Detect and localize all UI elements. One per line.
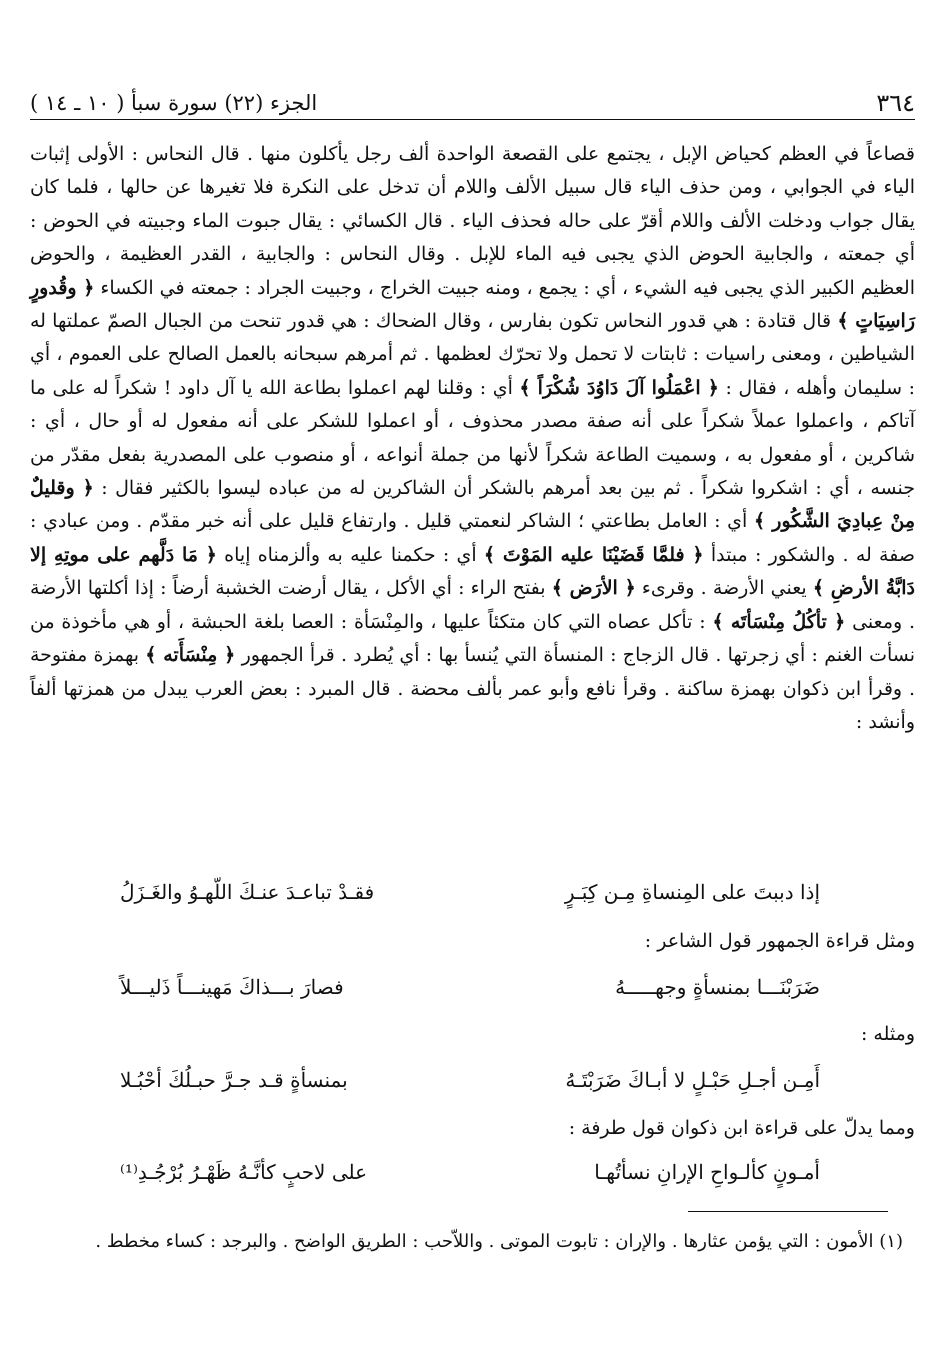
verse-intro: ومثله : [860,1023,915,1045]
quran-quote: ﴿ وقليلٌ مِنْ عِبادِيَ الشَّكُور ﴾ [30,477,916,533]
text-run: : تأكل عصاه التي كان متكئاً عليها ، والمِنْسَأة : العصا بلغة الحبشة ، أو هي مأخوذة من نسأت الغنم : أي زجرتها . قال الزجاج : المنسأة التي يُنسأ بها : أي يُطرد . قرأ الجمهور [30,610,915,667]
quran-quote: ﴿ تأكُلُ مِنْسَأتَه ﴾ [712,610,846,633]
verse-hemistich-first: أمـونٍ كألـواحِ الإرانِ نسأتُهـا [594,1160,820,1184]
verse-hemistich-second: بمنسأةٍ قـد جـرَّ حبـلُكَ أحْبُـلا [120,1068,348,1092]
text-run: قال قتادة : هي قدور النحاس تكون بفارس ، وقال الضحاك : هي قدور تنحت من الجبال الصمّ عملتها له الشياطين ، ومعنى راسيات : ثابتات لا تحمل ولا تحرّك لعظمها . ثم أمرهم سبحانه بالعمل الصالح على العموم ، أي : سليمان وأهله ، فقال : [30,310,916,399]
text-run: يعني الأرضة . وقرىء [635,577,813,600]
main-paragraph [30,138,915,739]
verse-intro: ومما يدلّ على قراءة ابن ذكوان قول طرفة : [568,1117,915,1139]
verse-hemistich-second: فصارَ بـــذاكَ مَهينـــاً ذَليـــلاً [120,975,344,999]
text-run: أي : وقلنا لهم اعملوا بطاعة الله يا آل داود ! شكراً له على ما آتاكم ، واعملوا عملاً شكراً على أنه صفة مصدر محذوف ، أو اعملوا للشكر على أنه مفعول له أو حال ، أي : شاكرين ، أو مفعول به ، وسميت الطاعة شكراً لأنها من جملة أنواعه ، أو منصوب على المصدرية بفعل مقدّر من جنسه ، أي : اشكروا شكراً . ثم بين بعد أمرهم بالشكر أن الشاكرين له من عباده ليسوا بالكثير فقال : [30,376,915,500]
footnote: (١) الأمون : التي يؤمن عثارها . والإران : تابوت الموتى . واللاّحب : الطريق الواضح . والبرجد : كساء مخطط . [95,1231,903,1252]
quran-quote: ﴿ مِنْسَأَته ﴾ [145,644,236,667]
text-run: بهمزة مفتوحة . وقرأ ابن ذكوان بهمزة ساكنة . وقرأ نافع وأبو عمر بألف محضة . قال المبرد : بعض العرب يبدل من همزتها ألفاً وأنشد : [30,644,915,733]
verse-line [120,975,820,999]
quran-quote: ﴿ فلمَّا قَضَيْنَا عليه المَوْتَ ﴾ [483,543,704,566]
verse-hemistich-first: أَمِـن أجـلِ حَبْـلٍ لا أبـاكَ ضَرَبْتَـهُ [565,1068,820,1092]
verse-hemistich-first: إذا دببتَ على المِنساةِ مِـن كِبَـرٍ [564,880,820,904]
quran-quote: ﴿ وقُدورٍ رَاسِيَاتٍ ﴾ [30,276,916,333]
quran-quote: ﴿ مَا دَلَّهم على موتِهِ إلا دَابَّةُ الأرضِ ﴾ [30,543,915,600]
quran-quote: ﴿ الأرَض ﴾ [551,577,636,600]
running-title: الجزء (٢٢) سورة سبأ ( ١٠ ـ ١٤ ) [30,90,318,115]
verse-line [120,880,820,904]
verse-intro: ومثل قراءة الجمهور قول الشاعر : [644,930,915,952]
verse-line [120,1068,820,1092]
verse-hemistich-first: ضَرَبْنَـــا بمنسأةٍ وجهـــــهُ [615,975,820,999]
paragraph-text [30,138,915,739]
text-run: بفتح الراء : أي الأكل ، يقال أرضت الخشبة أرضاً : إذا أكلتها الأرضة . ومعنى [30,577,915,633]
verse-hemistich-second: على لاحبٍ كأنَّـهُ ظَهْـرُ بُرْجُـدِ⁽¹⁾ [120,1160,368,1184]
quran-quote: ﴿ اعْمَلُوا آلَ دَاوُدَ شُكْرَاً ﴾ [519,376,719,399]
page-header [30,86,915,120]
text-run: أي : العامل بطاعتي ؛ الشاكر لنعمتي قليل . وارتفاع قليل على أنه خبر مقدّم . ومن عبادي : صفة له . والشكور : مبتدأ [30,510,915,566]
text-run: قصاعاً في العظم كحياض الإبل ، يجتمع على القصعة الواحدة ألف رجل يأكلون منها . قال النحاس : الأولى إثبات الياء في الجوابي ، ومن حذف الياء قال سبيل الألف واللام أن تدخل على النكرة فلا تغيرها عن حالها ، فلما كان يقال جواب ودخلت الألف واللام أقرّ على حاله فحذف الياء . قال الكسائي : يقال جبوت الماء وجبيته في الحوض : أي جمعته ، والجابية الحوض الذي يجبى فيه الماء للإبل . وقال النحاس : والجابية ، القدر العظيمة ، والحوض العظيم الكبير الذي يجبى فيه الشيء ، أي : يجمع ، ومنه جبيت الخراج ، وجبيت الجراد : جمعته في الكساء [30,143,915,299]
text-run: أي : حكمنا عليه به وألزمناه إياه [216,543,484,566]
verse-hemistich-second: فقـدْ تباعـدَ عنـكَ اللّهـوُ والغَـزَلُ [120,880,375,904]
footnote-divider [688,1211,888,1212]
verse-line [120,1160,820,1184]
page-number: ٣٦٤ [876,88,915,117]
